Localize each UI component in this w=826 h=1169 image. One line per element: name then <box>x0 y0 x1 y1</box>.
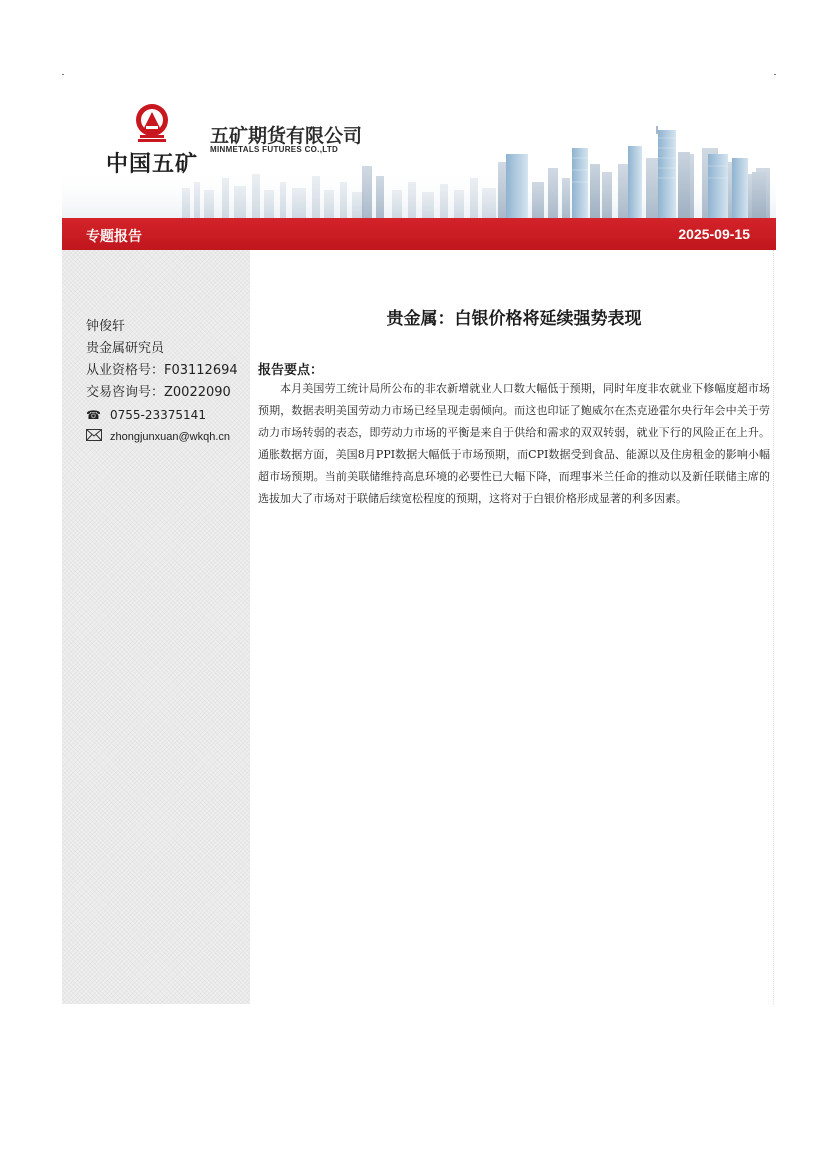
author-title: 贵金属研究员 <box>86 341 165 356</box>
author-email-row <box>86 426 250 448</box>
report-header <box>62 78 776 218</box>
report-title: 贵金属：白银价格将延续强势表现 <box>386 309 642 329</box>
minmetals-emblem-icon <box>132 102 172 144</box>
crop-mark-right <box>774 74 776 75</box>
report-summary: 本月美国劳工统计局所公布的非农新增就业人口数大幅低于预期，同时年度非农就业下修幅度超市场预期，数据表明美国劳动力市场已经呈现走弱倾向。而这也印证了鲍威尔在杰克逊霍尔央行年会中关于劳动力市场转弱的表态，即劳动力市场的平衡是来自于供给和需求的双双转弱，就业下行的风险正在上升。通胀数据方面，美国8月PPI数据大幅低于市场预期，而CPI数据受到食品、能源以及住房租金的影响小幅超市场预期。当前美联储维持高息环境的必要性已大幅下降，而理事米兰任命的推动以及新任联储主席的选拔加大了市场对于联储后续宽松程度的预期，这将对于白银价格形成显著的利多因素。 <box>258 382 770 505</box>
page-right-edge <box>773 250 774 1004</box>
author-sidebar <box>62 250 250 1004</box>
author-consulting-number: 交易咨询号：Z0022090 <box>86 385 231 400</box>
author-email[interactable]: zhongjunxuan@wkqh.cn <box>110 431 231 443</box>
report-type-label: 专题报告 <box>86 229 142 245</box>
company-name-cn: 五矿期货有限公司 <box>210 125 363 147</box>
author-info <box>86 316 250 448</box>
author-phone: 0755-23375141 <box>110 408 206 422</box>
section-heading: 报告要点： <box>258 363 324 378</box>
author-qualification: 从业资格号：F03112694 <box>86 363 238 378</box>
author-phone-row <box>86 404 250 426</box>
report-date: 2025-09-15 <box>678 226 750 242</box>
company-name-en: MINMETALS FUTURES CO.,LTD <box>210 145 339 154</box>
logo-wordmark: 中国五矿 <box>106 152 199 177</box>
crop-mark-left <box>62 74 64 75</box>
author-name: 钟俊轩 <box>86 319 126 334</box>
report-banner <box>62 218 776 250</box>
telephone-icon: ☎ <box>86 408 101 422</box>
envelope-icon <box>86 426 104 448</box>
